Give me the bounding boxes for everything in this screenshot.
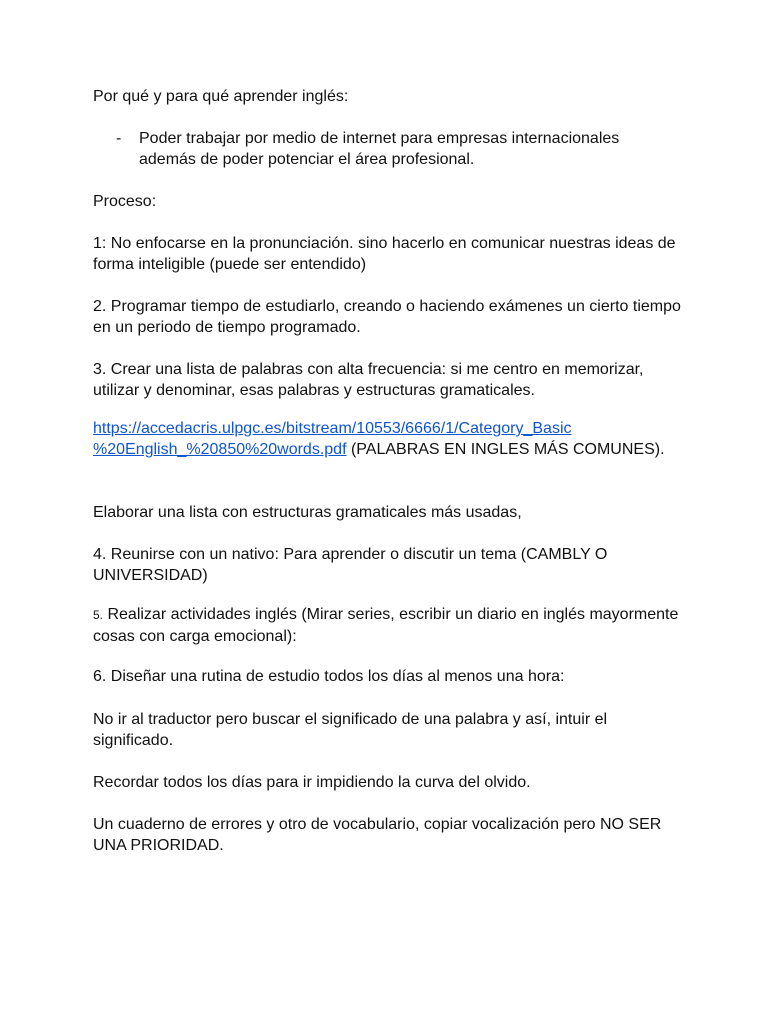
step-5-number: 5.	[93, 608, 104, 622]
bullet-line-2: además de poder potenciar el área profesional.	[139, 151, 475, 168]
step-3: 3. Crear una lista de palabras con alta frecuencia: si me centro en memorizar, utilizar y denominar, esas palabras y estructuras gramaticales.	[93, 361, 644, 399]
notebook-note: Un cuaderno de errores y otro de vocabulario, copiar vocalización pero NO SER UNA PRIORIDAD.	[93, 816, 662, 854]
reminder-note: Recordar todos los días para ir impidiendo la curva del olvido.	[93, 774, 531, 791]
step-5-text: Realizar actividades inglés (Mirar series, escribir un diario en inglés mayormente cosas con carga emocional):	[93, 606, 679, 645]
resource-link-line-1[interactable]: https://accedacris.ulpgc.es/bitstream/10553/6666/1/Category_Basic	[93, 420, 572, 437]
bullet-dash: -	[116, 130, 122, 147]
translator-note: No ir al traductor pero buscar el significado de una palabra y así, intuir el significado.	[93, 711, 608, 749]
step-1: 1: No enfocarse en la pronunciación. sino hacerlo en comunicar nuestras ideas de forma inteligible (puede ser entendido)	[93, 235, 676, 273]
step-4: 4. Reunirse con un nativo: Para aprender o discutir un tema (CAMBLY O UNIVERSIDAD)	[93, 546, 608, 584]
step-2: 2. Programar tiempo de estudiarlo, creando o haciendo exámenes un cierto tiempo en un periodo de tiempo programado.	[93, 298, 681, 336]
bullet-item	[139, 128, 699, 170]
proceso-label: Proceso:	[93, 193, 157, 210]
resource-link-line-2[interactable]: %20English_%20850%20words.pdf	[93, 441, 347, 458]
resource-link-paragraph	[93, 418, 683, 460]
step-6: 6. Diseñar una rutina de estudio todos los días al menos una hora:	[93, 668, 565, 685]
bullet-line-1: Poder trabajar por medio de internet para empresas internacionales	[139, 130, 620, 147]
step-5	[93, 604, 683, 647]
grammar-list-note: Elaborar una lista con estructuras gramaticales más usadas,	[93, 504, 522, 521]
resource-link-suffix: (PALABRAS EN INGLES MÁS COMUNES).	[346, 441, 665, 458]
heading: Por qué y para qué aprender inglés:	[93, 88, 349, 105]
